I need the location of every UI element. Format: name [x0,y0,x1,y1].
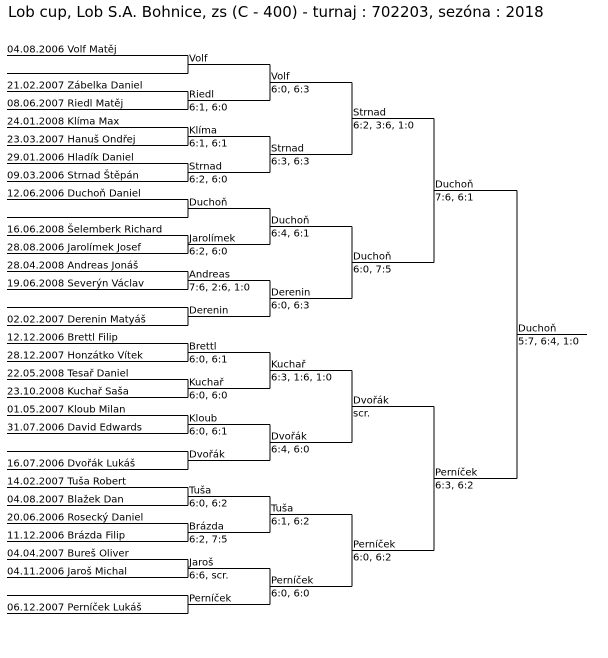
match-score: 6:3, 6:2 [435,480,474,492]
entrant-name: 24.01.2008 Klíma Max [7,116,120,128]
match-winner: Perníček [271,575,314,587]
page-title: Lob cup, Lob S.A. Bohnice, zs (C - 400) - turnaj : 702203, sezóna : 2018 [8,3,544,21]
entrant-name: 04.08.2006 Volf Matěj [7,44,117,56]
entrant-name: 09.03.2006 Strnad Štěpán [7,170,139,182]
match-score: 6:4, 6:1 [271,228,310,240]
match-score: 6:2, 3:6, 1:0 [353,120,414,132]
match-score: 6:0, 6:2 [189,498,228,510]
entrant-name: 29.01.2006 Hladík Daniel [7,152,134,164]
match-winner: Duchoň [271,215,310,227]
match-winner: Tuša [189,485,212,497]
match-score: 6:0, 6:1 [189,354,228,366]
match-winner: Perníček [189,593,232,605]
match-winner: Duchoň [353,251,392,263]
match-winner: Kuchař [271,359,306,371]
entrant-name: 04.08.2007 Blažek Dan [7,494,124,506]
match-winner: Jarolímek [189,233,236,245]
match-score: 6:3, 6:3 [271,156,310,168]
entrant-name: 20.06.2006 Rosecký Daniel [7,512,144,524]
match-winner: Volf [189,53,208,65]
match-winner: Tuša [271,503,294,515]
match-winner: Jaroš [189,557,214,569]
match-score: 6:1, 6:2 [271,516,310,528]
match-winner: Volf [271,71,290,83]
match-winner: Kuchař [189,377,224,389]
match-winner: Perníček [353,539,396,551]
match-winner: Duchoň [189,197,228,209]
entrant-name: 12.06.2006 Duchoň Daniel [7,188,141,200]
match-score: 7:6, 2:6, 1:0 [189,282,250,294]
entrant-name: 14.02.2007 Tuša Robert [7,476,127,488]
match-score: 6:0, 6:3 [271,84,310,96]
match-score: 7:6, 6:1 [435,192,474,204]
match-score: 6:1, 6:0 [189,102,228,114]
match-score: 5:7, 6:4, 1:0 [518,336,579,348]
entrant-name: 21.02.2007 Zábelka Daniel [7,80,143,92]
entrant-name: 19.06.2008 Severýn Václav [7,278,145,290]
entrant-name: 01.05.2007 Kloub Milan [7,404,126,416]
match-winner: Klíma [189,125,217,137]
entrant-name: 28.12.2007 Honzátko Vítek [7,350,143,362]
entrant-name: 16.07.2006 Dvořák Lukáš [7,458,136,470]
match-score: 6:2, 7:5 [189,534,228,546]
match-score: 6:0, 6:3 [271,300,310,312]
match-winner: Perníček [435,467,478,479]
match-winner: Derenin [271,287,311,299]
match-score: 6:0, 6:0 [271,588,310,600]
entrant-name: 28.08.2006 Jarolímek Josef [7,242,141,254]
match-winner: Dvořák [353,395,389,407]
match-winner: Derenin [189,305,229,317]
match-winner: Duchoň [518,323,557,335]
match-score: 6:2, 6:0 [189,174,228,186]
match-score: 6:0, 6:2 [353,552,392,564]
match-winner: Duchoň [435,179,474,191]
match-winner: Brázda [189,521,224,533]
entrant-name: 23.03.2007 Hanuš Ondřej [7,134,136,146]
entrant-name: 31.07.2006 David Edwards [7,422,142,434]
match-score: scr. [353,408,371,420]
entrant-name: 28.04.2008 Andreas Jonáš [7,260,139,272]
entrant-name: 16.06.2008 Šelemberk Richard [7,224,163,236]
match-winner: Dvořák [271,431,307,443]
match-winner: Andreas [189,269,230,281]
match-score: 6:1, 6:1 [189,138,228,150]
entrant-name: 04.04.2007 Bureš Oliver [7,548,129,560]
match-score: 6:4, 6:0 [271,444,310,456]
match-winner: Brettl [189,341,217,353]
match-winner: Strnad [353,107,387,119]
match-score: 6:3, 1:6, 1:0 [271,372,332,384]
entrant-name: 06.12.2007 Perníček Lukáš [7,602,142,614]
entrant-name: 11.12.2006 Brázda Filip [7,530,126,542]
entrant-name: 08.06.2007 Riedl Matěj [7,98,124,110]
match-score: 6:0, 6:1 [189,426,228,438]
match-score: 6:6, scr. [189,570,229,582]
match-winner: Strnad [189,161,223,173]
match-score: 6:2, 6:0 [189,246,228,258]
entrant-name: 02.02.2007 Derenin Matyáš [7,314,146,326]
entrant-name: 04.11.2006 Jaroš Michal [7,566,128,578]
match-score: 6:0, 7:5 [353,264,392,276]
entrant-name: 23.10.2008 Kuchař Saša [7,386,129,398]
entrant-name: 22.05.2008 Tesař Daniel [7,368,129,380]
match-winner: Strnad [271,143,305,155]
match-winner: Dvořák [189,449,225,461]
entrant-name: 12.12.2006 Brettl Filip [7,332,118,344]
match-winner: Kloub [189,413,218,425]
match-score: 6:0, 6:0 [189,390,228,402]
match-winner: Riedl [189,89,215,101]
